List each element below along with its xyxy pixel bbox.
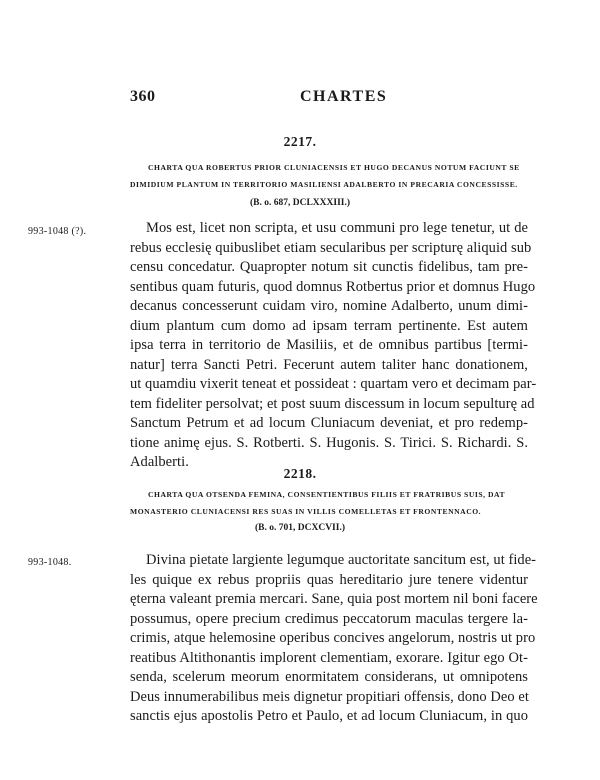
rubric-line: MONASTERIO CLUNIACENSI RES SUAS IN VILLIS COMELLETAS ET FRONTENNACO.: [130, 507, 482, 516]
margin-date: 993-1048 (?).: [28, 226, 87, 237]
charter-body: [130, 551, 538, 727]
body-line: sanctis ejus apostolis Petro et Paulo, et ad locum Cluniacum, in quo: [130, 708, 528, 724]
page-number: 360: [130, 88, 156, 105]
body-line: Adalberti.: [130, 454, 189, 470]
running-head: [130, 88, 510, 108]
charter-number: 2218.: [283, 466, 317, 481]
body-line: sentibus quam futuris, quod domnus Rotbertus prior et domnus Hugo: [130, 278, 536, 295]
body-line: natur] terra Sancti Petri. Fecerunt autem taliter hanc donationem,: [130, 356, 528, 373]
charter-rubric: [130, 159, 525, 193]
margin-date: 993-1048.: [28, 557, 72, 568]
rubric-line: CHARTA QUA ROBERTUS PRIOR CLUNIACENSIS ET HUGO DECANUS NOTUM FACIUNT SE: [148, 163, 520, 172]
body-line: censu concedatur. Quapropter notum sit cunctis fidelibus, tam pre-: [130, 259, 528, 275]
body-line: dium plantum cum domo ad ipsam terram pertinente. Est autem: [130, 317, 528, 334]
body-line: ęterna valeant premia mercari. Sane, quia post mortem nil boni facere: [130, 591, 538, 607]
body-line: senda, scelerum meorum enormitatem considerans, ut omnipotens: [130, 669, 528, 685]
running-title: CHARTES: [300, 88, 388, 105]
rubric-line: DIMIDIUM PLANTUM IN TERRITORIO MASILIENSI ADALBERTO IN PRECARIA CONCESSISSE.: [130, 180, 518, 189]
body-line: Divina pietate largiente legumque auctoritate sancitum est, ut fide-: [146, 552, 537, 568]
rubric-line: CHARTA QUA OTSENDA FEMINA, CONSENTIENTIBUS FILIIS ET FRATRIBUS SUIS, DAT: [148, 490, 506, 499]
charter-number: 2217.: [283, 134, 317, 149]
body-line: crimis, atque helemosine operibus concives angelorum, nostris ut pro: [130, 630, 536, 646]
charter-rubric: [130, 486, 525, 520]
body-line: Mos est, licet non scripta, et usu communi pro lege tenetur, ut de: [146, 220, 528, 236]
body-line: Sanctum Petrum et ad locum Cluniacum deveniat, et pro redemp-: [130, 415, 528, 431]
body-line: possumus, opere precium credimus peccatorum maculas tergere la-: [130, 610, 528, 627]
body-line: decanus concesserunt cuidam viro, nomine Adalberto, unum dimi-: [130, 298, 528, 314]
body-line: tione animę ejus. S. Rotberti. S. Hugonis. S. Tirici. S. Richardi. S.: [130, 434, 528, 451]
charter-reference: (B. o. 687, DCLXXXIII.): [249, 198, 351, 208]
body-line: ut quamdiu vixerit teneat et possideat : quartam vero et decimam par-: [130, 376, 537, 392]
body-line: ipsa terra in territorio de Masiliis, et de omnibus partibus [termi-: [130, 337, 528, 353]
charter-reference: (B. o. 701, DCXCVII.): [255, 523, 345, 533]
body-line: les quique ex rebus propriis quas hereditario jure tenere videntur: [130, 571, 528, 588]
body-line: reatibus Altithonantis implorent clementiam, exorare. Igitur ego Ot-: [130, 649, 528, 666]
body-line: rebus ecclesię quibuslibet etiam secularibus per scripturę aliquid sub: [130, 239, 532, 256]
body-line: Deus innumerabilibus meis dignetur propitiari offensis, dono Deo et: [130, 688, 529, 705]
charter-body: [130, 219, 537, 473]
body-line: tem fideliter persolvat; et post suum discessum in locum sepulturę ad: [130, 395, 535, 412]
